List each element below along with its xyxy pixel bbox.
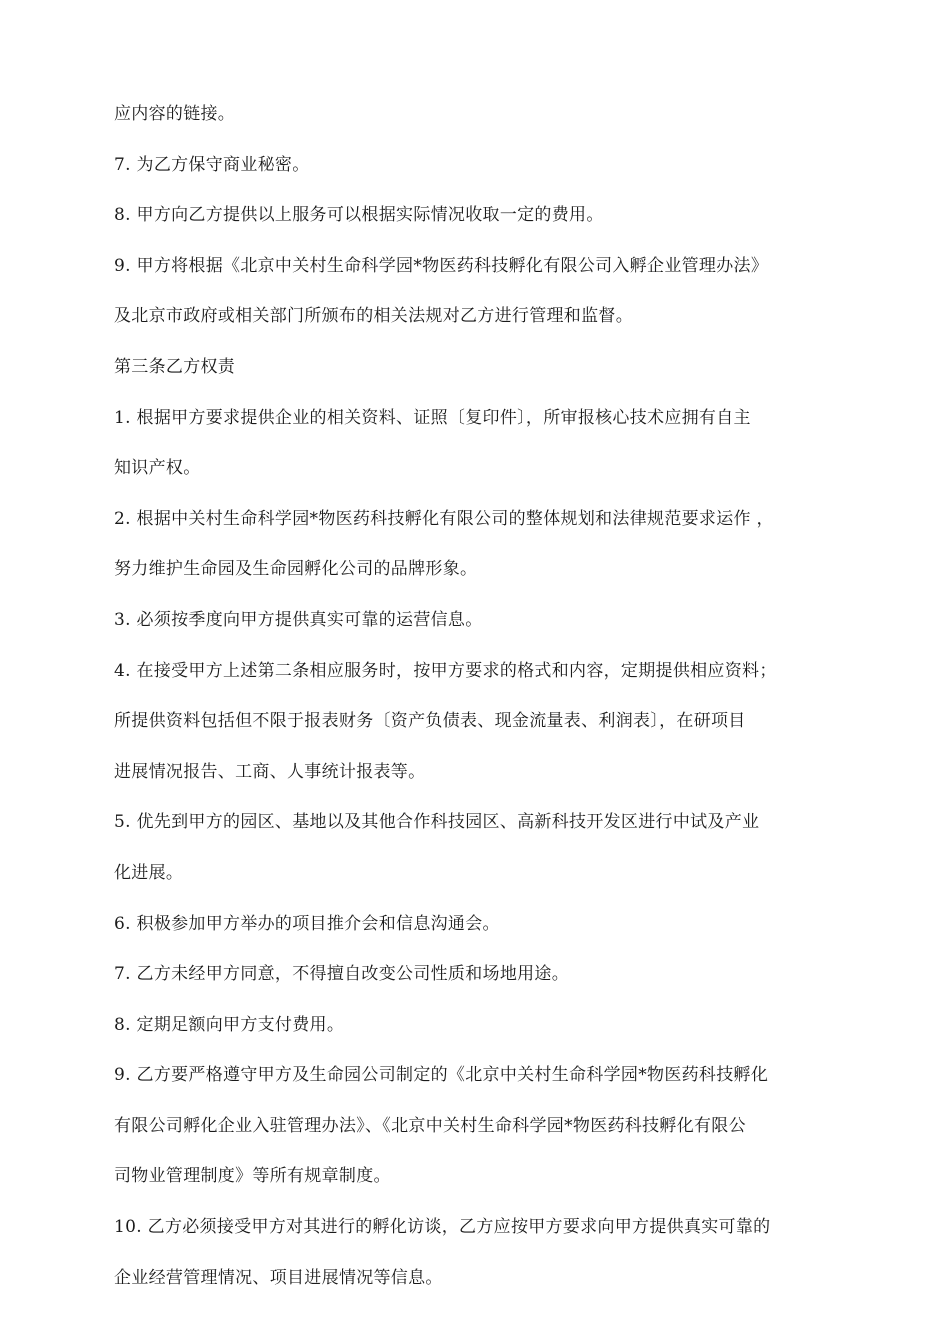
text-line: 4. 在接受甲方上述第二条相应服务时，按甲方要求的格式和内容，定期提供相应资料； [114,660,777,681]
text-line: 3. 必须按季度向甲方提供真实可靠的运营信息。 [114,609,483,630]
text-line: 有限公司孵化企业入驻管理办法》、《北京中关村生命科学园*物医药科技孵化有限公 [114,1115,746,1136]
section-heading: 第三条乙方权责 [114,356,236,377]
text-line: 知识产权。 [114,458,201,479]
text-line: 应内容的链接。 [114,104,236,124]
text-line: 化进展。 [114,862,184,883]
text-line: 努力维护生命园及生命园孵化公司的品牌形象。 [114,559,478,580]
text-line: 及北京市政府或相关部门所颁布的相关法规对乙方进行管理和监督。 [114,306,633,327]
text-line: 1. 根据甲方要求提供企业的相关资料、证照〔复印件〕，所审报核心技术应拥有自主 [114,407,751,428]
text-line: 企业经营管理情况、项目进展情况等信息。 [114,1267,443,1288]
text-line: 8. 定期足额向甲方支付费用。 [114,1014,345,1035]
text-line: 2. 根据中关村生命科学园*物医药科技孵化有限公司的整体规划和法律规范要求运作 ， [114,508,774,529]
text-line: 9. 乙方要严格遵守甲方及生命园公司制定的《北京中关村生命科学园*物医药科技孵化 [114,1065,769,1086]
text-line: 所提供资料包括但不限于报表财务〔资产负债表、现金流量表、利润表〕，在研项目 [114,711,746,732]
document-body [114,94,844,1308]
text-line: 司物业管理制度》等所有规章制度。 [114,1166,391,1187]
text-line: 7. 为乙方保守商业秘密。 [114,154,310,175]
text-line: 6. 积极参加甲方举办的项目推介会和信息沟通会。 [114,913,500,934]
text-line: 10. 乙方必须接受甲方对其进行的孵化访谈，乙方应按甲方要求向甲方提供真实可靠的 [114,1217,771,1238]
text-line: 7. 乙方未经甲方同意，不得擅自改变公司性质和场地用途。 [114,964,570,985]
text-line: 5. 优先到甲方的园区、基地以及其他合作科技园区、高新科技开发区进行中试及产业 [114,812,760,833]
text-line: 8. 甲方向乙方提供以上服务可以根据实际情况收取一定的费用。 [114,205,604,226]
text-line: 进展情况报告、工商、人事统计报表等。 [114,761,426,782]
text-line: 9. 甲方将根据《北京中关村生命科学园*物医药科技孵化有限公司入孵企业管理办法》 [114,255,769,276]
